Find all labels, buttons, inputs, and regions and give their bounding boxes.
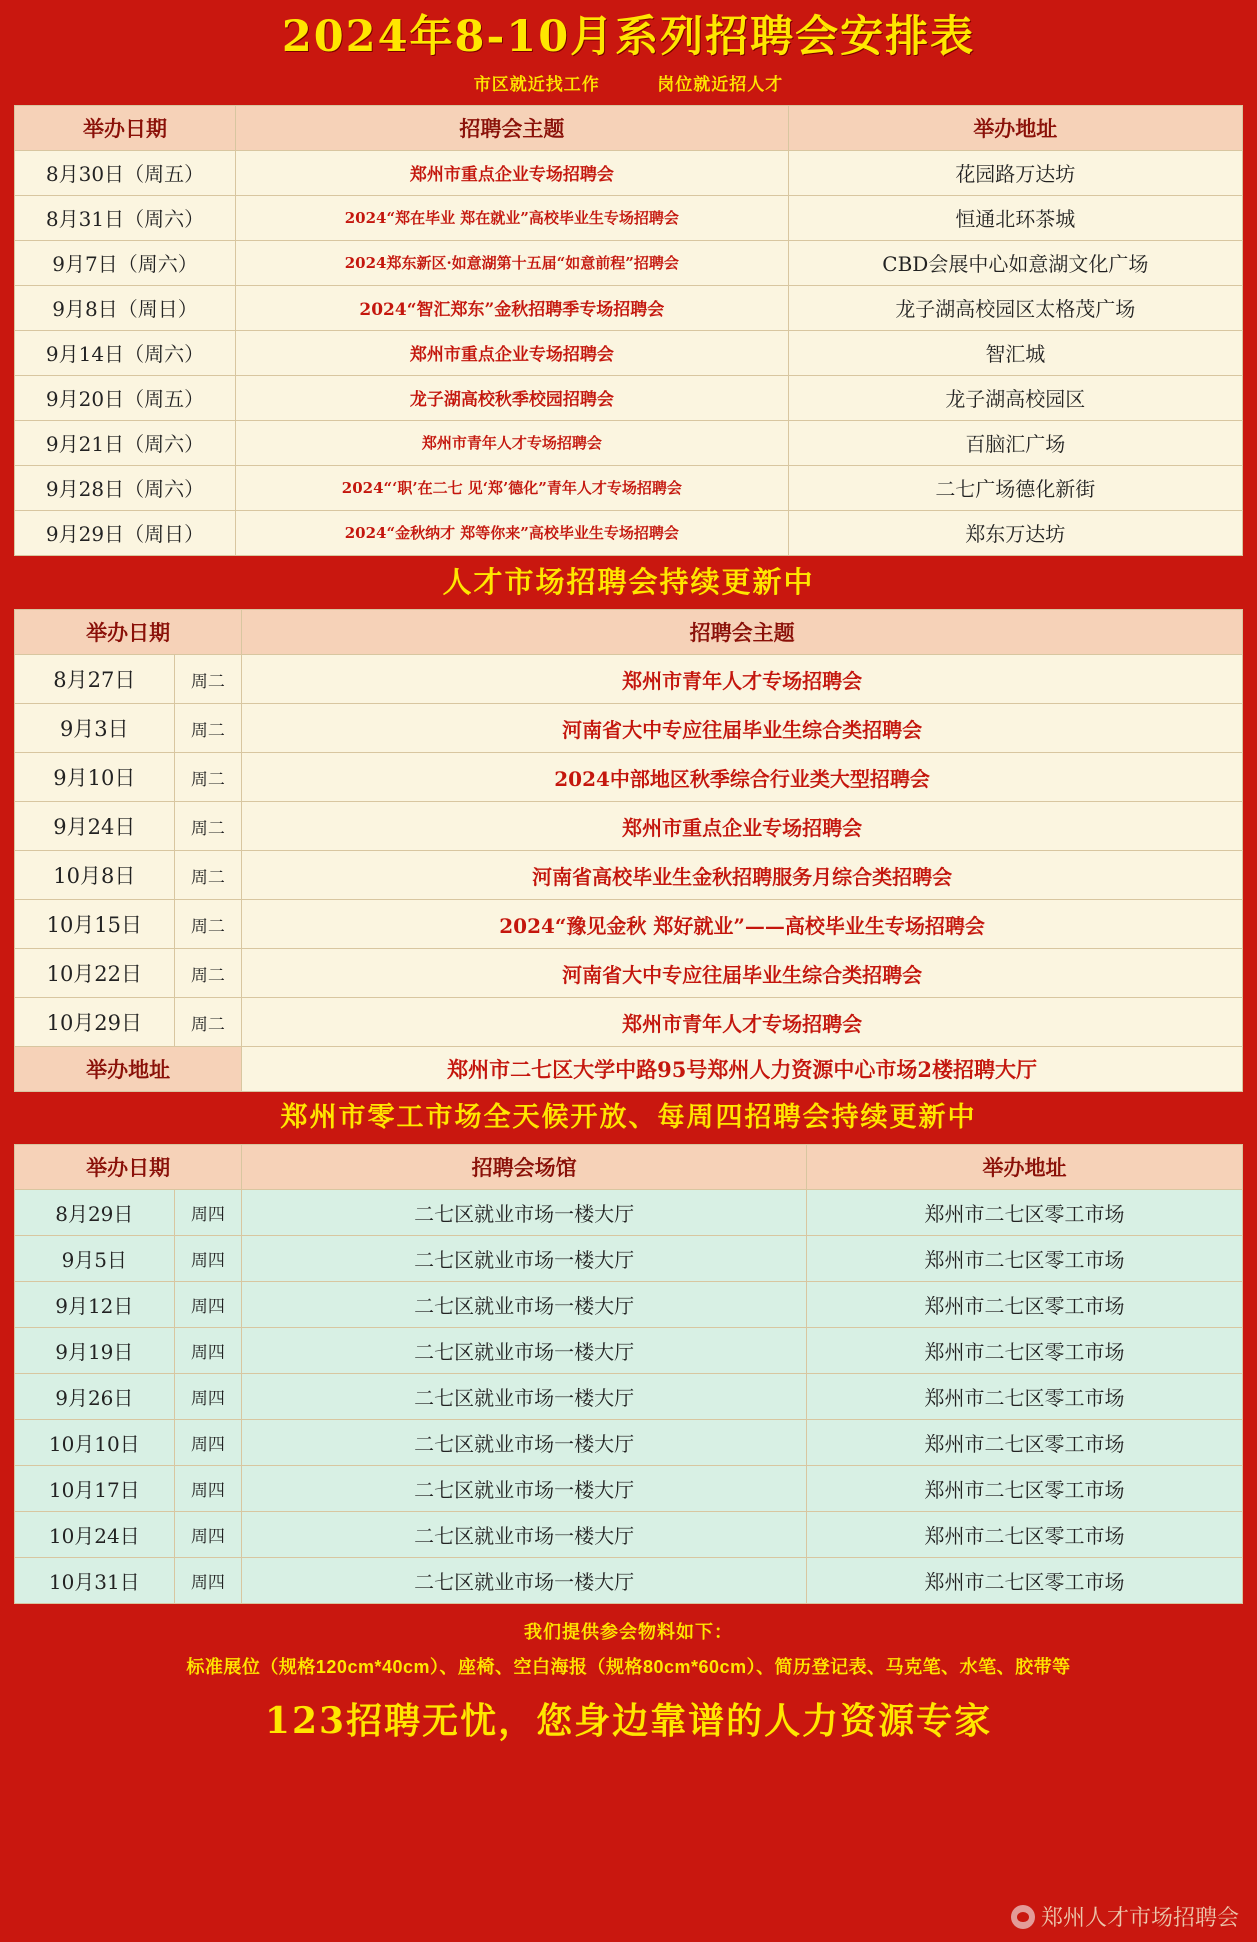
cell-weekday: 周四 (174, 1236, 242, 1282)
cell-theme: 2024中部地区秋季综合行业类大型招聘会 (242, 753, 1243, 802)
table-row (15, 330, 1243, 375)
table-row (15, 1236, 1243, 1282)
cell-theme: 郑州市青年人才专场招聘会 (236, 420, 789, 465)
cell-theme: 河南省大中专应往届毕业生综合类招聘会 (242, 704, 1243, 753)
table-row (15, 240, 1243, 285)
cell-weekday: 周四 (174, 1420, 242, 1466)
cell-theme: 2024“郑在毕业 郑在就业”高校毕业生专场招聘会 (236, 195, 789, 240)
footer-materials-list: 标准展位（规格120cm*40cm）、座椅、空白海报（规格80cm*60cm）、简历登记表、马克笔、水笔、胶带等 (186, 1657, 1071, 1678)
col-header-date: 举办日期 (15, 610, 242, 655)
cell-date: 9月14日（周六） (15, 330, 236, 375)
cell-address: 郑州市二七区零工市场 (807, 1374, 1243, 1420)
table-header-row (15, 1145, 1243, 1190)
cell-theme: 郑州市青年人才专场招聘会 (242, 998, 1243, 1047)
table-row (15, 195, 1243, 240)
cell-weekday: 周四 (174, 1282, 242, 1328)
cell-address: 智汇城 (788, 330, 1242, 375)
cell-theme: 龙子湖高校秋季校园招聘会 (236, 375, 789, 420)
schedule-table-main (14, 105, 1243, 556)
cell-address: 百脑汇广场 (788, 420, 1242, 465)
cell-address: 郑州市二七区零工市场 (807, 1328, 1243, 1374)
footer-materials-heading: 我们提供参会物料如下： (524, 1622, 733, 1643)
cell-weekday: 周二 (174, 655, 242, 704)
col-header-venue: 招聘会场馆 (242, 1145, 807, 1190)
cell-date: 8月31日（周六） (15, 195, 236, 240)
cell-date: 10月29日 (15, 998, 175, 1047)
cell-address: 二七广场德化新街 (788, 465, 1242, 510)
cell-weekday: 周四 (174, 1328, 242, 1374)
address-label: 举办地址 (15, 1047, 242, 1092)
table-header-row (15, 610, 1243, 655)
address-value: 郑州市二七区大学中路95号郑州人力资源中心市场2楼招聘大厅 (242, 1047, 1243, 1092)
table-row (15, 900, 1243, 949)
table-row (15, 510, 1243, 555)
page-subtitle (14, 70, 1243, 105)
cell-address: 郑州市二七区零工市场 (807, 1466, 1243, 1512)
cell-address: 郑州市二七区零工市场 (807, 1420, 1243, 1466)
cell-date: 10月17日 (15, 1466, 175, 1512)
table-row (15, 420, 1243, 465)
table-row (15, 1190, 1243, 1236)
schedule-table-odd-job-market (14, 1144, 1243, 1604)
subtitle-left: 市区就近找工作 (473, 74, 600, 94)
address-row (15, 1047, 1243, 1092)
table-row (15, 1512, 1243, 1558)
cell-address: 恒通北环茶城 (788, 195, 1242, 240)
cell-weekday: 周二 (174, 802, 242, 851)
table-row (15, 1328, 1243, 1374)
table-row (15, 1282, 1243, 1328)
cell-theme: 郑州市重点企业专场招聘会 (236, 330, 789, 375)
table-row (15, 465, 1243, 510)
cell-venue: 二七区就业市场一楼大厅 (242, 1374, 807, 1420)
cell-date: 10月8日 (15, 851, 175, 900)
table-row (15, 704, 1243, 753)
cell-date: 9月5日 (15, 1236, 175, 1282)
table-row (15, 1374, 1243, 1420)
cell-date: 8月29日 (15, 1190, 175, 1236)
cell-weekday: 周四 (174, 1190, 242, 1236)
cell-theme: 2024“金秋纳才 郑等你来”高校毕业生专场招聘会 (236, 510, 789, 555)
cell-weekday: 周二 (174, 949, 242, 998)
cell-theme: 郑州市重点企业专场招聘会 (236, 150, 789, 195)
weibo-icon (1011, 1905, 1035, 1929)
cell-date: 9月8日（周日） (15, 285, 236, 330)
footer (14, 1604, 1243, 1760)
cell-theme: 2024“智汇郑东”金秋招聘季专场招聘会 (236, 285, 789, 330)
table-header-row (15, 105, 1243, 150)
cell-venue: 二七区就业市场一楼大厅 (242, 1420, 807, 1466)
cell-date: 9月26日 (15, 1374, 175, 1420)
cell-weekday: 周二 (174, 851, 242, 900)
watermark (1011, 1901, 1239, 1932)
table-row (15, 998, 1243, 1047)
cell-date: 9月12日 (15, 1282, 175, 1328)
cell-weekday: 周四 (174, 1558, 242, 1604)
cell-date: 10月22日 (15, 949, 175, 998)
table-row (15, 150, 1243, 195)
cell-address: 郑州市二七区零工市场 (807, 1190, 1243, 1236)
table-row (15, 1558, 1243, 1604)
cell-venue: 二七区就业市场一楼大厅 (242, 1466, 807, 1512)
schedule-table-talent-market (14, 609, 1243, 1092)
cell-weekday: 周二 (174, 998, 242, 1047)
cell-date: 10月15日 (15, 900, 175, 949)
cell-date: 10月10日 (15, 1420, 175, 1466)
cell-weekday: 周四 (174, 1512, 242, 1558)
cell-date: 9月29日（周日） (15, 510, 236, 555)
cell-weekday: 周二 (174, 900, 242, 949)
cell-address: 郑州市二七区零工市场 (807, 1558, 1243, 1604)
table-row (15, 802, 1243, 851)
col-header-address: 举办地址 (807, 1145, 1243, 1190)
cell-venue: 二七区就业市场一楼大厅 (242, 1558, 807, 1604)
cell-date: 8月30日（周五） (15, 150, 236, 195)
watermark-text: 郑州人才市场招聘会 (1040, 1906, 1239, 1931)
cell-date: 9月24日 (15, 802, 175, 851)
section-band-talent-market: 人才市场招聘会持续更新中 (442, 564, 815, 599)
cell-date: 9月20日（周五） (15, 375, 236, 420)
cell-date: 9月19日 (15, 1328, 175, 1374)
page-title: 2024年8-10月系列招聘会安排表 (281, 12, 976, 62)
col-header-theme: 招聘会主题 (242, 610, 1243, 655)
table-row (15, 655, 1243, 704)
table-row (15, 753, 1243, 802)
cell-venue: 二七区就业市场一楼大厅 (242, 1328, 807, 1374)
cell-weekday: 周二 (174, 704, 242, 753)
col-header-date: 举办日期 (15, 1145, 242, 1190)
cell-venue: 二七区就业市场一楼大厅 (242, 1282, 807, 1328)
cell-venue: 二七区就业市场一楼大厅 (242, 1190, 807, 1236)
table-row (15, 1420, 1243, 1466)
col-header-theme: 招聘会主题 (236, 105, 789, 150)
cell-address: 郑州市二七区零工市场 (807, 1512, 1243, 1558)
col-header-date: 举办日期 (15, 105, 236, 150)
cell-address: 花园路万达坊 (788, 150, 1242, 195)
table-row (15, 851, 1243, 900)
cell-date: 9月21日（周六） (15, 420, 236, 465)
cell-address: 郑州市二七区零工市场 (807, 1236, 1243, 1282)
cell-address: CBD会展中心如意湖文化广场 (788, 240, 1242, 285)
cell-theme: 河南省大中专应往届毕业生综合类招聘会 (242, 949, 1243, 998)
cell-theme: 郑州市青年人才专场招聘会 (242, 655, 1243, 704)
cell-weekday: 周四 (174, 1466, 242, 1512)
section-band-odd-job-market: 郑州市零工市场全天候开放、每周四招聘会持续更新中 (280, 1102, 977, 1134)
table-row (15, 375, 1243, 420)
cell-theme: 2024郑东新区·如意湖第十五届“如意前程”招聘会 (236, 240, 789, 285)
cell-address: 郑州市二七区零工市场 (807, 1282, 1243, 1328)
cell-weekday: 周二 (174, 753, 242, 802)
table-row (15, 949, 1243, 998)
table-row (15, 285, 1243, 330)
cell-theme: 2024“‘职’在二七 见‘郑’德化”青年人才专场招聘会 (236, 465, 789, 510)
cell-date: 10月24日 (15, 1512, 175, 1558)
cell-venue: 二七区就业市场一楼大厅 (242, 1236, 807, 1282)
cell-address: 龙子湖高校园区太格茂广场 (788, 285, 1242, 330)
col-header-address: 举办地址 (788, 105, 1242, 150)
cell-date: 9月28日（周六） (15, 465, 236, 510)
cell-address: 龙子湖高校园区 (788, 375, 1242, 420)
cell-venue: 二七区就业市场一楼大厅 (242, 1512, 807, 1558)
cell-date: 9月3日 (15, 704, 175, 753)
cell-date: 9月10日 (15, 753, 175, 802)
cell-theme: 河南省高校毕业生金秋招聘服务月综合类招聘会 (242, 851, 1243, 900)
cell-theme: 2024“豫见金秋 郑好就业”——高校毕业生专场招聘会 (242, 900, 1243, 949)
cell-date: 9月7日（周六） (15, 240, 236, 285)
cell-address: 郑东万达坊 (788, 510, 1242, 555)
footer-slogan: 123招聘无忧，您身边靠谱的人力资源专家 (264, 1700, 993, 1743)
cell-date: 10月31日 (15, 1558, 175, 1604)
subtitle-right: 岗位就近招人才 (657, 74, 784, 94)
cell-date: 8月27日 (15, 655, 175, 704)
table-row (15, 1466, 1243, 1512)
cell-theme: 郑州市重点企业专场招聘会 (242, 802, 1243, 851)
cell-weekday: 周四 (174, 1374, 242, 1420)
